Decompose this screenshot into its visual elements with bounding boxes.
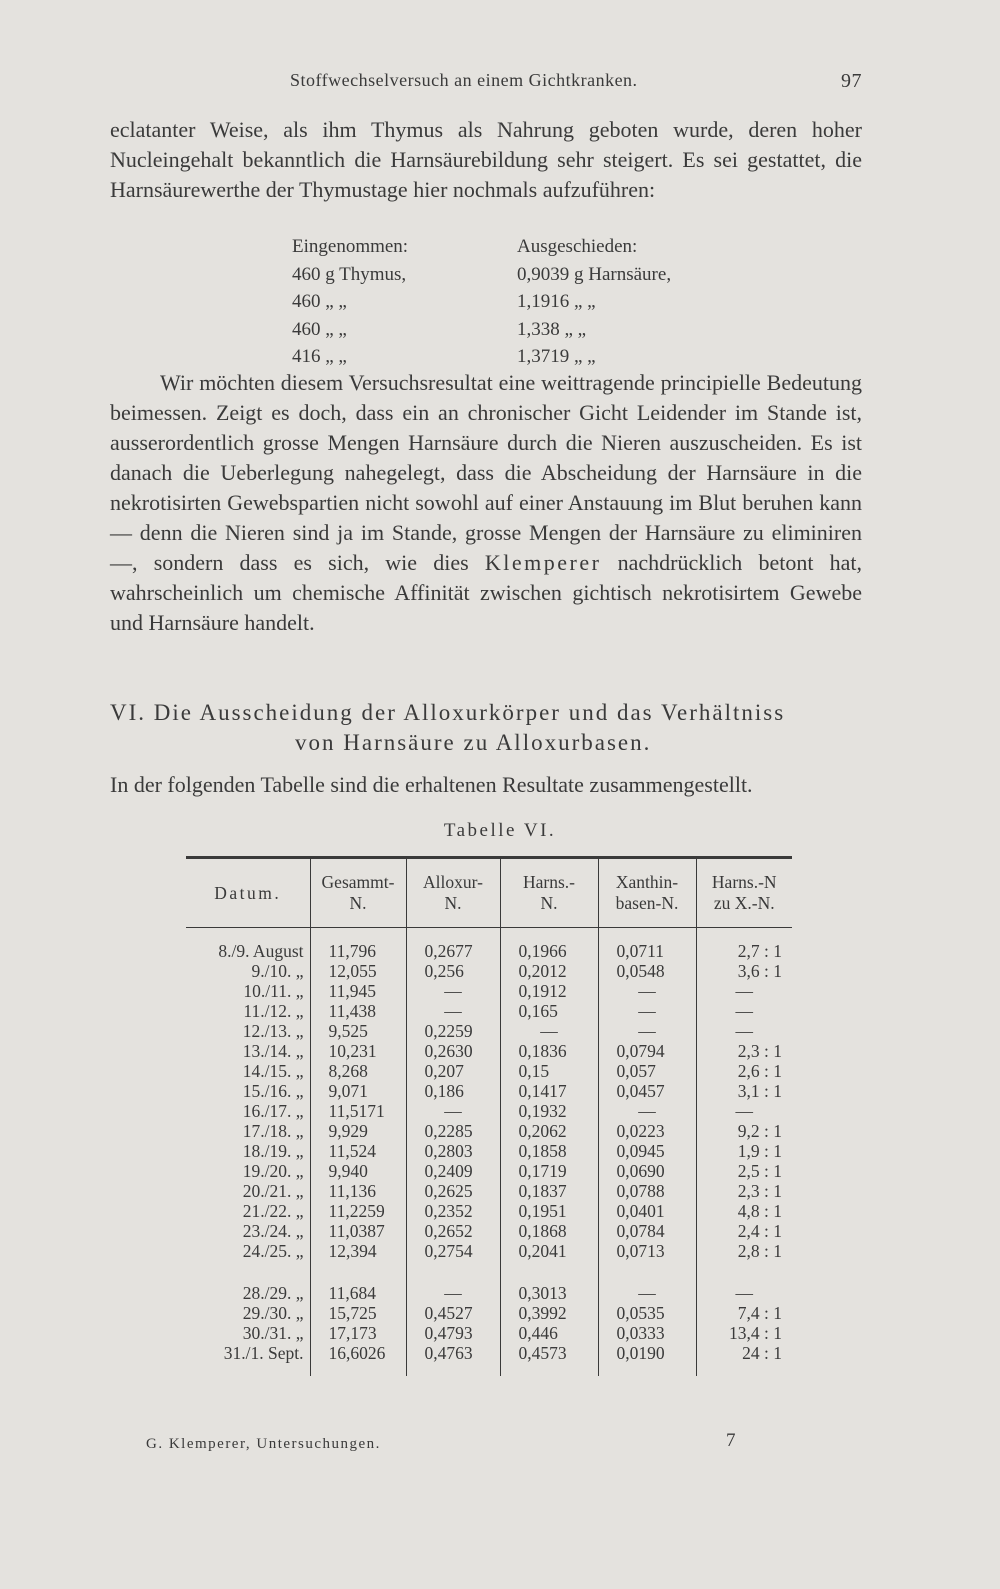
intake-in: 460 „ „ bbox=[292, 318, 347, 340]
running-header bbox=[110, 66, 862, 98]
table-row bbox=[186, 1181, 792, 1201]
cell-alloxur-n: 0,4763 bbox=[406, 1343, 500, 1363]
cell-gesammt-n: 9,929 bbox=[310, 1121, 406, 1141]
cell-ratio: 3,1 : 1 bbox=[696, 1081, 792, 1101]
table-row bbox=[186, 1221, 792, 1241]
cell-gesammt-n: 9,525 bbox=[310, 1021, 406, 1041]
footer-source: G. Klemperer, Untersuchungen. bbox=[146, 1436, 381, 1452]
cell-date: 15./16. „ bbox=[242, 1081, 304, 1101]
cell-ratio: — bbox=[696, 1021, 792, 1041]
cell-alloxur-n: 0,186 bbox=[406, 1081, 500, 1101]
table-title: Tabelle VI. bbox=[443, 820, 557, 841]
spacer-cell bbox=[598, 928, 696, 942]
cell-xanthin-n: — bbox=[598, 981, 696, 1001]
cell-date: 24./25. „ bbox=[242, 1241, 304, 1261]
header-harns-n: Harns.- N. bbox=[500, 858, 598, 928]
cell-harns-n: 0,3992 bbox=[500, 1303, 598, 1323]
cell-gesammt-n: 11,684 bbox=[310, 1283, 406, 1303]
spacer-cell bbox=[696, 1261, 792, 1283]
cell-ratio: — bbox=[696, 981, 792, 1001]
cell-ratio: 2,5 : 1 bbox=[696, 1161, 792, 1181]
cell-alloxur-n: — bbox=[406, 1101, 500, 1121]
paragraph-1: eclatanter Weise, als ihm Thymus als Nahrung geboten wurde, deren hoher Nucleingehalt bekanntlich die Harnsäurebildung sehr steigert. Es sei gestattet, die Harnsäurewerthe der Thymustage hier nochmals aufzuführen: bbox=[110, 117, 862, 202]
cell-ratio: 24 : 1 bbox=[696, 1343, 792, 1363]
cell-alloxur-n: 0,2259 bbox=[406, 1021, 500, 1041]
cell-ratio: 9,2 : 1 bbox=[696, 1121, 792, 1141]
paragraph-3: In der folgenden Tabelle sind die erhaltenen Resultate zusammengestellt. bbox=[110, 772, 753, 797]
table-header-row bbox=[186, 858, 792, 928]
spacer-cell bbox=[406, 928, 500, 942]
cell-gesammt-n: 9,940 bbox=[310, 1161, 406, 1181]
cell-harns-n: 0,1912 bbox=[500, 981, 598, 1001]
header-ratio: Harns.-N zu X.-N. bbox=[696, 858, 792, 928]
cell-ratio: 7,4 : 1 bbox=[696, 1303, 792, 1323]
cell-xanthin-n: 0,0223 bbox=[598, 1121, 696, 1141]
table-row bbox=[186, 1101, 792, 1121]
cell-date: 28./29. „ bbox=[242, 1283, 304, 1303]
cell-xanthin-n: 0,0690 bbox=[598, 1161, 696, 1181]
intake-row bbox=[292, 288, 712, 316]
cell-harns-n: 0,1966 bbox=[500, 941, 598, 961]
header-alloxur-n: Alloxur- N. bbox=[406, 858, 500, 928]
intake-in: 416 „ „ bbox=[292, 346, 347, 367]
cell-harns-n: 0,1858 bbox=[500, 1141, 598, 1161]
cell-gesammt-n: 12,055 bbox=[310, 961, 406, 981]
cell-ratio: — bbox=[696, 1001, 792, 1021]
cell-harns-n: 0,446 bbox=[500, 1323, 598, 1343]
cell-date: 10./11. „ bbox=[243, 981, 304, 1001]
cell-xanthin-n: 0,0190 bbox=[598, 1343, 696, 1363]
cell-alloxur-n: 0,207 bbox=[406, 1061, 500, 1081]
cell-alloxur-n: 0,2285 bbox=[406, 1121, 500, 1141]
cell-harns-n: 0,1932 bbox=[500, 1101, 598, 1121]
header-xanthin-n: Xanthin- basen-N. bbox=[598, 858, 696, 928]
cell-gesammt-n: 11,5171 bbox=[310, 1101, 406, 1121]
table-row bbox=[186, 1323, 792, 1343]
table-row bbox=[186, 1081, 792, 1101]
cell-ratio: — bbox=[696, 1283, 792, 1303]
cell-xanthin-n: — bbox=[598, 1283, 696, 1303]
header-gesammt-n: Gesammt- N. bbox=[310, 858, 406, 928]
cell-alloxur-n: 0,2352 bbox=[406, 1201, 500, 1221]
cell-date: 21./22. „ bbox=[242, 1201, 304, 1221]
cell-date: 20./21. „ bbox=[242, 1181, 304, 1201]
table-row bbox=[186, 1121, 792, 1141]
table-row bbox=[186, 1201, 792, 1221]
cell-harns-n: 0,15 bbox=[500, 1061, 598, 1081]
cell-ratio: — bbox=[696, 1101, 792, 1121]
cell-ratio: 13,4 : 1 bbox=[696, 1323, 792, 1343]
cell-alloxur-n: 0,256 bbox=[406, 961, 500, 981]
cell-xanthin-n: 0,0713 bbox=[598, 1241, 696, 1261]
cell-xanthin-n: 0,0711 bbox=[598, 941, 696, 961]
header-datum: Datum. bbox=[186, 858, 310, 928]
section-heading-line-1: VI. Die Ausscheidung der Alloxurkörper und das Verhältniss bbox=[110, 700, 786, 725]
cell-harns-n: 0,2041 bbox=[500, 1241, 598, 1261]
intake-out: 1,338 „ „ bbox=[517, 318, 587, 340]
intake-header-in: Eingenommen: bbox=[292, 236, 409, 257]
cell-alloxur-n: 0,2630 bbox=[406, 1041, 500, 1061]
table-spacer-row bbox=[186, 1261, 792, 1283]
intake-out: 1,1916 „ „ bbox=[517, 291, 596, 312]
cell-gesammt-n: 9,071 bbox=[310, 1081, 406, 1101]
cell-date: 19./20. „ bbox=[242, 1161, 304, 1181]
cell-xanthin-n: 0,0535 bbox=[598, 1303, 696, 1323]
table-row bbox=[186, 941, 792, 961]
cell-alloxur-n: 0,4527 bbox=[406, 1303, 500, 1323]
cell-date: 8./9. August bbox=[218, 941, 304, 961]
alloxur-table bbox=[186, 856, 792, 1376]
cell-harns-n: 0,1719 bbox=[500, 1161, 598, 1181]
table-row bbox=[186, 1343, 792, 1363]
cell-harns-n: 0,1951 bbox=[500, 1201, 598, 1221]
cell-ratio: 1,9 : 1 bbox=[696, 1141, 792, 1161]
footer-signature: 7 bbox=[726, 1430, 736, 1451]
cell-ratio: 2,6 : 1 bbox=[696, 1061, 792, 1081]
page-number: 97 bbox=[841, 70, 862, 92]
spacer-cell bbox=[186, 928, 310, 942]
cell-date: 14./15. „ bbox=[242, 1061, 304, 1081]
cell-xanthin-n: 0,0784 bbox=[598, 1221, 696, 1241]
cell-xanthin-n: 0,0788 bbox=[598, 1181, 696, 1201]
table-row bbox=[186, 1283, 792, 1303]
cell-alloxur-n: 0,2754 bbox=[406, 1241, 500, 1261]
cell-ratio: 3,6 : 1 bbox=[696, 961, 792, 981]
cell-date: 18./19. „ bbox=[242, 1141, 304, 1161]
intake-header-out: Ausgeschieden: bbox=[517, 236, 638, 257]
spacer-cell bbox=[186, 1261, 310, 1283]
spacer-cell bbox=[598, 1363, 696, 1376]
table-spacer-row bbox=[186, 1363, 792, 1376]
intake-row bbox=[292, 316, 712, 344]
cell-alloxur-n: 0,2625 bbox=[406, 1181, 500, 1201]
cell-ratio: 2,8 : 1 bbox=[696, 1241, 792, 1261]
cell-xanthin-n: 0,0794 bbox=[598, 1041, 696, 1061]
cell-gesammt-n: 11,136 bbox=[310, 1181, 406, 1201]
table-row bbox=[186, 1001, 792, 1021]
spacer-cell bbox=[310, 928, 406, 942]
cell-gesammt-n: 12,394 bbox=[310, 1241, 406, 1261]
cell-ratio: 4,8 : 1 bbox=[696, 1201, 792, 1221]
thymus-intake-table bbox=[292, 233, 712, 371]
cell-gesammt-n: 10,231 bbox=[310, 1041, 406, 1061]
cell-xanthin-n: 0,057 bbox=[598, 1061, 696, 1081]
cell-date: 23./24. „ bbox=[242, 1221, 304, 1241]
cell-gesammt-n: 11,796 bbox=[310, 941, 406, 961]
table-row bbox=[186, 1061, 792, 1081]
cell-alloxur-n: 0,2409 bbox=[406, 1161, 500, 1181]
spacer-cell bbox=[696, 928, 792, 942]
spacer-cell bbox=[406, 1261, 500, 1283]
cell-gesammt-n: 11,524 bbox=[310, 1141, 406, 1161]
cell-harns-n: 0,1417 bbox=[500, 1081, 598, 1101]
cell-ratio: 2,3 : 1 bbox=[696, 1181, 792, 1201]
cell-date: 29./30. „ bbox=[242, 1303, 304, 1323]
paragraph-2-before: Wir möchten diesem Versuchsresultat eine weittragende principielle Bedeutung beimessen. Zeigt es doch, dass ein an chronischer Gicht Leidender im Stande ist, ausserordentlich grosse Mengen Harnsäure durch die Nieren auszuscheiden. Es ist danach die Ueberlegung nahegelegt, dass die Abscheidung der Harnsäure in die nekrotisirten Gewebspartien nicht sowohl auf einer Anstauung im Blut beruhen kann — denn die Nieren sind ja im Stande, grosse Mengen der Harnsäure zu eliminiren —, sondern dass es sich, wie dies bbox=[110, 370, 862, 575]
cell-ratio: 2,4 : 1 bbox=[696, 1221, 792, 1241]
cell-alloxur-n: — bbox=[406, 1283, 500, 1303]
author-name: Klemperer bbox=[484, 550, 602, 575]
cell-harns-n: 0,4573 bbox=[500, 1343, 598, 1363]
cell-xanthin-n: — bbox=[598, 1101, 696, 1121]
cell-harns-n: 0,2062 bbox=[500, 1121, 598, 1141]
cell-harns-n: 0,2012 bbox=[500, 961, 598, 981]
intake-out: 0,9039 g Harnsäure, bbox=[517, 263, 672, 285]
cell-date: 16./17. „ bbox=[242, 1101, 304, 1121]
cell-date: 30./31. „ bbox=[242, 1323, 304, 1343]
cell-gesammt-n: 11,945 bbox=[310, 981, 406, 1001]
cell-gesammt-n: 16,6026 bbox=[310, 1343, 406, 1363]
table-row bbox=[186, 1161, 792, 1181]
cell-xanthin-n: 0,0333 bbox=[598, 1323, 696, 1343]
cell-harns-n: 0,1837 bbox=[500, 1181, 598, 1201]
table-body bbox=[186, 928, 792, 1377]
cell-alloxur-n: — bbox=[406, 1001, 500, 1021]
cell-gesammt-n: 11,2259 bbox=[310, 1201, 406, 1221]
intake-in: 460 g Thymus, bbox=[292, 263, 407, 285]
cell-harns-n: — bbox=[500, 1021, 598, 1041]
cell-alloxur-n: — bbox=[406, 981, 500, 1001]
cell-date: 13./14. „ bbox=[242, 1041, 304, 1061]
spacer-cell bbox=[186, 1363, 310, 1376]
cell-alloxur-n: 0,4793 bbox=[406, 1323, 500, 1343]
cell-gesammt-n: 11,0387 bbox=[310, 1221, 406, 1241]
cell-gesammt-n: 15,725 bbox=[310, 1303, 406, 1323]
cell-harns-n: 0,165 bbox=[500, 1001, 598, 1021]
intake-out: 1,3719 „ „ bbox=[517, 346, 596, 367]
intake-row bbox=[292, 343, 712, 371]
intake-row bbox=[292, 261, 712, 289]
cell-xanthin-n: 0,0401 bbox=[598, 1201, 696, 1221]
spacer-cell bbox=[598, 1261, 696, 1283]
table-row bbox=[186, 1241, 792, 1261]
cell-alloxur-n: 0,2677 bbox=[406, 941, 500, 961]
spacer-cell bbox=[696, 1363, 792, 1376]
intake-header-row bbox=[292, 233, 712, 261]
cell-xanthin-n: 0,0945 bbox=[598, 1141, 696, 1161]
spacer-cell bbox=[500, 928, 598, 942]
intake-in: 460 „ „ bbox=[292, 291, 347, 312]
spacer-cell bbox=[500, 1261, 598, 1283]
cell-harns-n: 0,1836 bbox=[500, 1041, 598, 1061]
cell-harns-n: 0,3013 bbox=[500, 1283, 598, 1303]
cell-ratio: 2,3 : 1 bbox=[696, 1041, 792, 1061]
table-row bbox=[186, 1021, 792, 1041]
spacer-cell bbox=[310, 1363, 406, 1376]
running-title: Stoffwechselversuch an einem Gichtkranken. bbox=[290, 70, 638, 90]
cell-gesammt-n: 17,173 bbox=[310, 1323, 406, 1343]
cell-gesammt-n: 11,438 bbox=[310, 1001, 406, 1021]
cell-gesammt-n: 8,268 bbox=[310, 1061, 406, 1081]
cell-date: 11./12. „ bbox=[243, 1001, 304, 1021]
table-row bbox=[186, 1041, 792, 1061]
table-row bbox=[186, 961, 792, 981]
paragraph-2-after: nachdrücklich betont hat, wahrscheinlich um chemische Affinität zwischen gichtisch nekrotisirtem Gewebe und Harnsäure handelt. bbox=[110, 550, 863, 635]
cell-xanthin-n: 0,0457 bbox=[598, 1081, 696, 1101]
table-row bbox=[186, 981, 792, 1001]
cell-ratio: 2,7 : 1 bbox=[696, 941, 792, 961]
table-spacer-row bbox=[186, 928, 792, 942]
spacer-cell bbox=[406, 1363, 500, 1376]
paragraph-2 bbox=[110, 368, 862, 638]
cell-date: 31./1. Sept. bbox=[223, 1343, 304, 1363]
cell-xanthin-n: — bbox=[598, 1021, 696, 1041]
spacer-cell bbox=[310, 1261, 406, 1283]
cell-xanthin-n: — bbox=[598, 1001, 696, 1021]
section-heading-line-2: von Harnsäure zu Alloxurbasen. bbox=[295, 730, 652, 755]
cell-date: 17./18. „ bbox=[242, 1121, 304, 1141]
cell-alloxur-n: 0,2803 bbox=[406, 1141, 500, 1161]
cell-date: 12./13. „ bbox=[242, 1021, 304, 1041]
cell-date: 9./10. „ bbox=[251, 961, 304, 981]
cell-alloxur-n: 0,2652 bbox=[406, 1221, 500, 1241]
table-row bbox=[186, 1141, 792, 1161]
cell-harns-n: 0,1868 bbox=[500, 1221, 598, 1241]
section-heading bbox=[110, 698, 862, 758]
spacer-cell bbox=[500, 1363, 598, 1376]
footer bbox=[146, 1430, 746, 1460]
cell-xanthin-n: 0,0548 bbox=[598, 961, 696, 981]
table-row bbox=[186, 1303, 792, 1323]
